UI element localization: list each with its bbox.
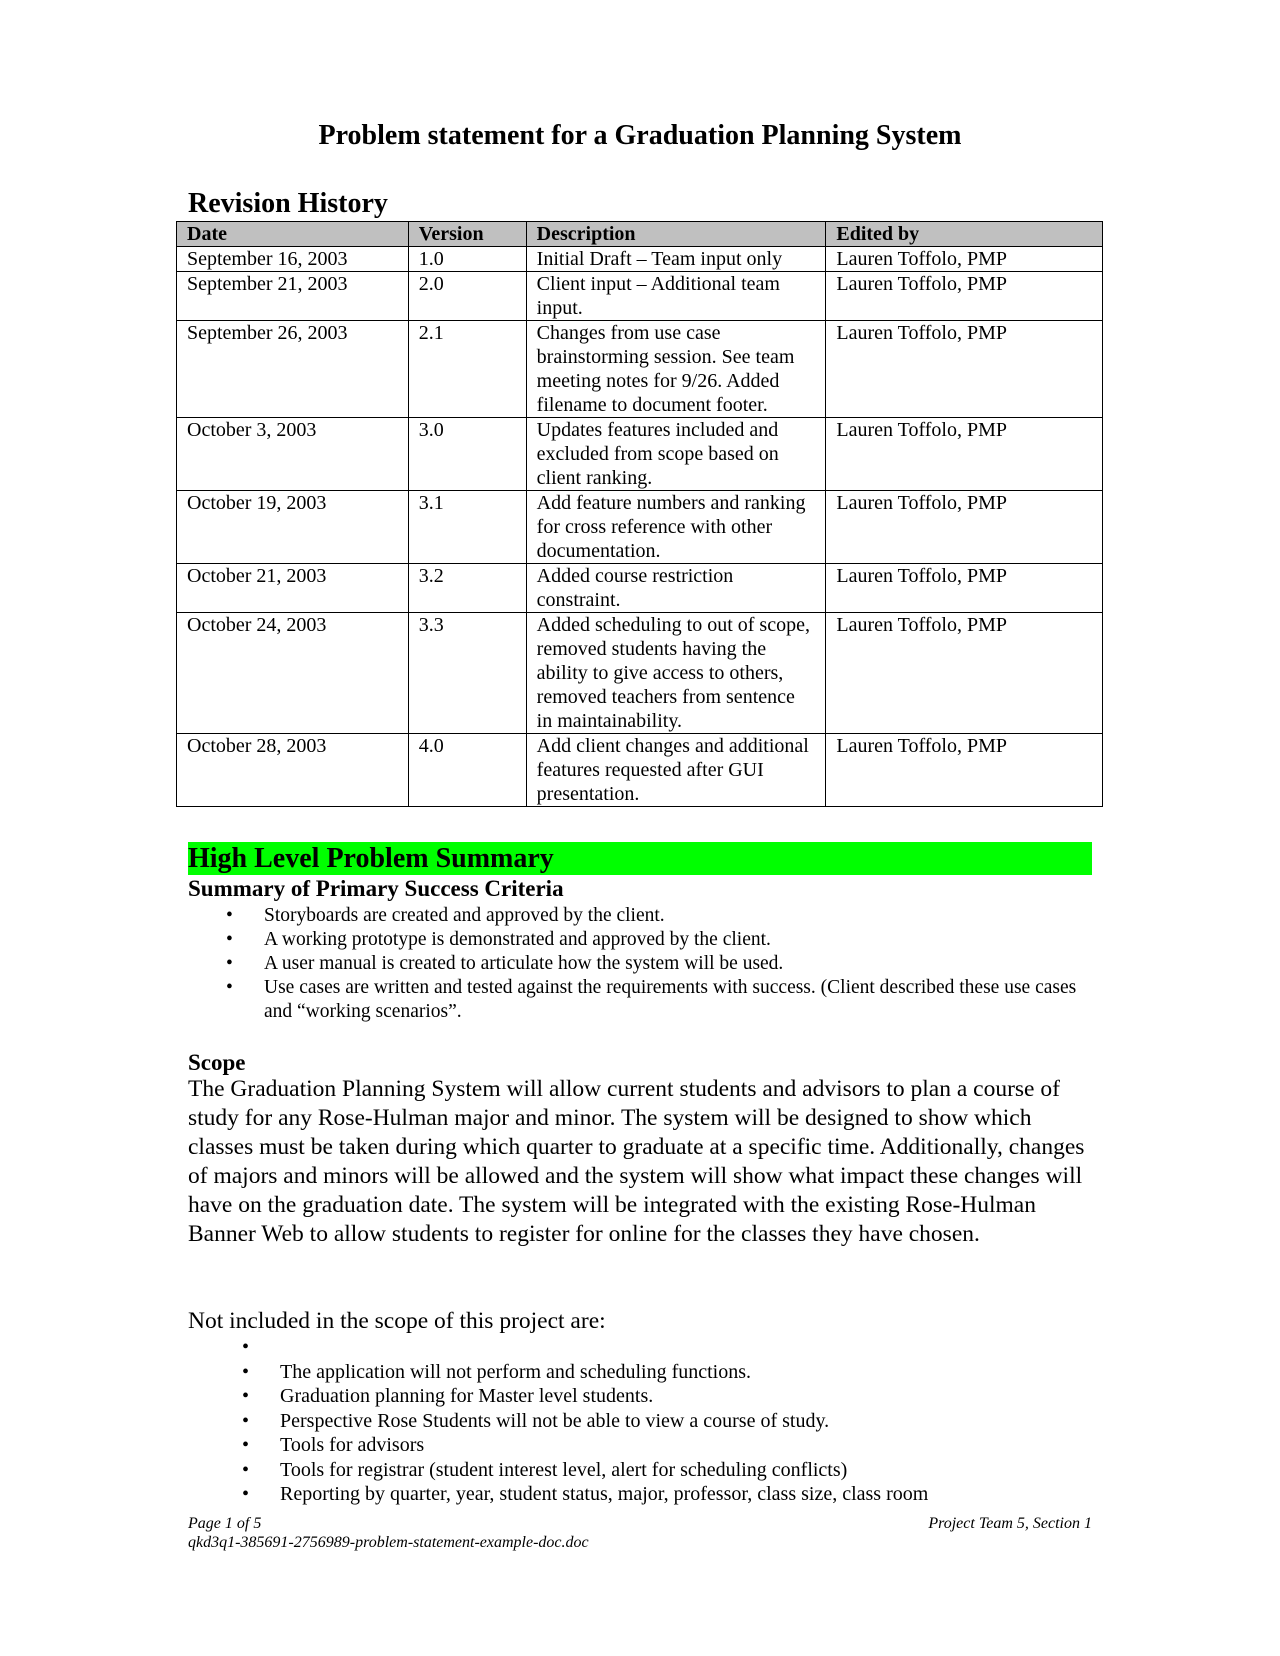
cell-description: Updates features included and excluded from scope based on client ranking. bbox=[526, 418, 826, 491]
cell-date: October 19, 2003 bbox=[177, 491, 409, 564]
cell-version: 2.1 bbox=[408, 321, 526, 418]
list-item-text: A user manual is created to articulate how the system will be used. bbox=[264, 953, 784, 974]
scope-heading: Scope bbox=[188, 1050, 246, 1075]
cell-version: 3.2 bbox=[408, 564, 526, 613]
footer-filename: qkd3q1-385691-2756989-problem-statement-example-doc.doc bbox=[188, 1534, 589, 1551]
cell-date: October 24, 2003 bbox=[177, 613, 409, 734]
cell-edited-by: Lauren Toffolo, PMP bbox=[826, 734, 1103, 807]
cell-date: September 21, 2003 bbox=[177, 272, 409, 321]
cell-description: Added scheduling to out of scope, removed students having the ability to give access to others, removed teachers from sentence in maintainability. bbox=[526, 613, 826, 734]
revision-history-table bbox=[176, 221, 1103, 807]
bullet-icon: • bbox=[226, 929, 233, 950]
list-item-text: Perspective Rose Students will not be able to view a course of study. bbox=[280, 1409, 830, 1432]
bullet-icon: • bbox=[242, 1483, 250, 1505]
cell-edited-by: Lauren Toffolo, PMP bbox=[826, 491, 1103, 564]
cell-date: September 26, 2003 bbox=[177, 321, 409, 418]
list-item bbox=[188, 1384, 1108, 1409]
success-criteria-heading: Summary of Primary Success Criteria bbox=[188, 876, 564, 901]
bullet-icon: • bbox=[226, 905, 233, 926]
cell-description: Initial Draft – Team input only bbox=[526, 247, 826, 272]
table-row bbox=[177, 321, 1103, 418]
high-level-summary-heading: High Level Problem Summary bbox=[188, 842, 1092, 875]
table-row bbox=[177, 247, 1103, 272]
cell-edited-by: Lauren Toffolo, PMP bbox=[826, 272, 1103, 321]
list-item-text: Reporting by quarter, year, student status, major, professor, class size, class room bbox=[280, 1483, 929, 1505]
cell-version: 3.1 bbox=[408, 491, 526, 564]
cell-edited-by: Lauren Toffolo, PMP bbox=[826, 247, 1103, 272]
cell-description: Client input – Additional team input. bbox=[526, 272, 826, 321]
list-item bbox=[188, 976, 1108, 1024]
success-criteria-list bbox=[188, 904, 1108, 1024]
list-item bbox=[188, 1482, 1108, 1507]
list-item bbox=[188, 1458, 1108, 1483]
bullet-icon: • bbox=[242, 1385, 250, 1407]
list-item bbox=[188, 904, 1108, 928]
bullet-icon: • bbox=[226, 953, 233, 974]
cell-version: 3.0 bbox=[408, 418, 526, 491]
cell-version: 1.0 bbox=[408, 247, 526, 272]
table-row bbox=[177, 564, 1103, 613]
list-item bbox=[188, 1335, 1108, 1360]
list-item bbox=[188, 1409, 1108, 1434]
list-item bbox=[188, 1433, 1108, 1458]
cell-date: October 3, 2003 bbox=[177, 418, 409, 491]
table-row bbox=[177, 734, 1103, 807]
cell-date: September 16, 2003 bbox=[177, 247, 409, 272]
list-item bbox=[188, 928, 1108, 952]
table-row bbox=[177, 272, 1103, 321]
table-row bbox=[177, 613, 1103, 734]
document-title: Problem statement for a Graduation Planning System bbox=[318, 120, 962, 151]
column-header-date: Date bbox=[177, 222, 409, 247]
list-item-text: Use cases are written and tested against the requirements with success. (Client described these use cases and “working scenarios”. bbox=[264, 977, 1077, 1022]
cell-description: Added course restriction constraint. bbox=[526, 564, 826, 613]
table-row bbox=[177, 491, 1103, 564]
list-item-text: Storyboards are created and approved by the client. bbox=[264, 905, 665, 926]
table-header-row bbox=[177, 222, 1103, 247]
scope-paragraph: The Graduation Planning System will allow current students and advisors to plan a course of study for any Rose-Hulman major and minor. The system will be designed to show which classes must be taken during which quarter to graduate at a specific time. Additionally, changes of majors and minors will be allowed and the system will show what impact these changes will have on the graduation date. The system will be integrated with the existing Rose-Hulman Banner Web to allow students to register for online for the classes they have chosen. bbox=[188, 1076, 1085, 1247]
table-row bbox=[177, 418, 1103, 491]
cell-date: October 21, 2003 bbox=[177, 564, 409, 613]
bullet-icon: • bbox=[242, 1360, 250, 1383]
footer-team: Project Team 5, Section 1 bbox=[928, 1515, 1092, 1532]
revision-history-heading: Revision History bbox=[188, 188, 388, 219]
cell-version: 3.3 bbox=[408, 613, 526, 734]
cell-edited-by: Lauren Toffolo, PMP bbox=[826, 321, 1103, 418]
column-header-version: Version bbox=[408, 222, 526, 247]
cell-edited-by: Lauren Toffolo, PMP bbox=[826, 613, 1103, 734]
bullet-icon: • bbox=[242, 1336, 250, 1358]
list-item bbox=[188, 1360, 1108, 1385]
footer-page-number: Page 1 of 5 bbox=[188, 1515, 262, 1532]
list-item-text: Tools for advisors bbox=[280, 1434, 425, 1456]
cell-description: Changes from use case brainstorming session. See team meeting notes for 9/26. Added filename to document footer. bbox=[526, 321, 826, 418]
list-item bbox=[188, 952, 1108, 976]
bullet-icon: • bbox=[242, 1434, 250, 1456]
list-item-text: The application will not perform and scheduling functions. bbox=[280, 1360, 751, 1383]
cell-description: Add client changes and additional features requested after GUI presentation. bbox=[526, 734, 826, 807]
bullet-icon: • bbox=[242, 1409, 250, 1432]
cell-date: October 28, 2003 bbox=[177, 734, 409, 807]
cell-edited-by: Lauren Toffolo, PMP bbox=[826, 418, 1103, 491]
list-item-text: Tools for registrar (student interest level, alert for scheduling conflicts) bbox=[280, 1458, 848, 1481]
list-item-text: Graduation planning for Master level students. bbox=[280, 1385, 654, 1407]
column-header-description: Description bbox=[526, 222, 826, 247]
bullet-icon: • bbox=[226, 977, 233, 998]
cell-version: 4.0 bbox=[408, 734, 526, 807]
not-included-list bbox=[188, 1335, 1108, 1507]
list-item-text: A working prototype is demonstrated and approved by the client. bbox=[264, 929, 771, 950]
cell-version: 2.0 bbox=[408, 272, 526, 321]
not-included-label: Not included in the scope of this project are: bbox=[188, 1308, 606, 1334]
column-header-edited-by: Edited by bbox=[826, 222, 1103, 247]
bullet-icon: • bbox=[242, 1458, 250, 1481]
cell-edited-by: Lauren Toffolo, PMP bbox=[826, 564, 1103, 613]
cell-description: Add feature numbers and ranking for cross reference with other documentation. bbox=[526, 491, 826, 564]
